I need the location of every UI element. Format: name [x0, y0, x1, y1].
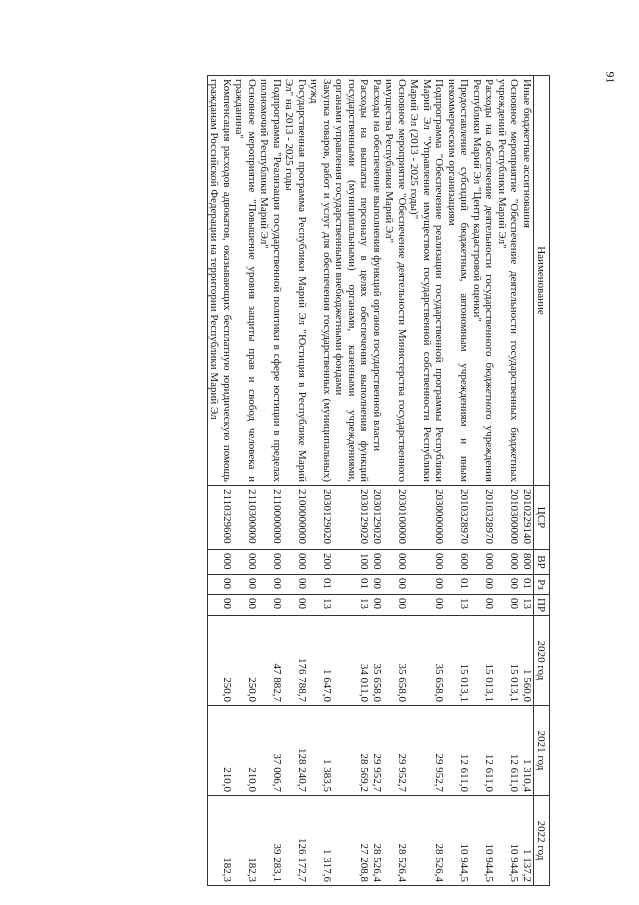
row-name: Основное мероприятие "Повышение уровня защиты прав и свобод человека и гражданина": [233, 76, 258, 486]
row-2022: 182,3: [233, 796, 258, 886]
row-name: Компенсация расходов адвокатов, оказывающих бесплатную юридическую помощь гражданам Российской Федерации на территории Республики Марий Эл: [208, 76, 234, 486]
row-name: Подпрограмма "Реализация государственной политики в сфере юстиции в пределах полномочий Республики Марий Эл": [258, 76, 283, 486]
col-header-name: Наименование: [534, 76, 550, 486]
row-pr: 00: [471, 595, 496, 616]
row-rz: 01: [446, 575, 471, 595]
row-csr: 2110300000: [233, 486, 258, 550]
row-2021: 12 611,0: [496, 706, 521, 796]
table-row: [333, 76, 371, 886]
table-row: [383, 76, 408, 886]
row-2020: 35 658,0: [371, 616, 384, 706]
table-row: [308, 76, 333, 886]
row-2022: 28 526,4: [371, 796, 384, 886]
row-vr: 800: [521, 550, 534, 575]
row-vr: 600: [446, 550, 471, 575]
row-vr: 000: [408, 550, 446, 575]
row-2021: 128 240,7: [283, 706, 308, 796]
row-2022: 28 526,4: [383, 796, 408, 886]
row-csr: 2010300000: [496, 486, 521, 550]
row-pr: 13: [308, 595, 333, 616]
row-2021: 29 952,7: [408, 706, 446, 796]
row-rz: 01: [521, 575, 534, 595]
row-vr: 200: [308, 550, 333, 575]
row-csr: 2110329600: [208, 486, 234, 550]
row-pr: 13: [333, 595, 371, 616]
row-2022: 1 317,6: [308, 796, 333, 886]
row-2020: 176 788,7: [283, 616, 308, 706]
row-csr: 2110000000: [258, 486, 283, 550]
row-name: Государственная программа Республики Марий Эл "Юстиция в Республике Марий Эл" на 2013 - 2025 годы: [283, 76, 308, 486]
row-vr: 000: [208, 550, 234, 575]
row-rz: 00: [383, 575, 408, 595]
row-name: Расходы на выплаты персоналу в целях обеспечения выполнения функций государственными (муниципальными) органами, казенными учреждениями, органами управления государственными внебюджетными фондами: [333, 76, 371, 486]
row-name: Расходы на обеспечение деятельности государственного бюджетного учреждения Республики Марий Эл "Центр кадастровой оценки": [471, 76, 496, 486]
row-2020: 1 560,0: [521, 616, 534, 706]
page-number: 91: [603, 71, 618, 84]
row-2022: 39 283,1: [258, 796, 283, 886]
row-pr: 00: [371, 595, 384, 616]
col-header-vr: ВР: [534, 550, 550, 575]
row-pr: 00: [383, 595, 408, 616]
table-row: [496, 76, 521, 886]
row-2020: 250,0: [233, 616, 258, 706]
row-2020: 15 013,1: [471, 616, 496, 706]
col-header-2020: 2020 год: [534, 616, 550, 706]
table-header-row: [534, 76, 550, 886]
row-2020: 15 013,1: [496, 616, 521, 706]
col-header-pr: ПР: [534, 595, 550, 616]
row-2022: 28 526,4: [408, 796, 446, 886]
row-pr: 13: [521, 595, 534, 616]
row-rz: 01: [308, 575, 333, 595]
row-pr: 00: [233, 595, 258, 616]
row-name: Основное мероприятие "Обеспечение деятельности Министерства государственного имущества Республики Марий Эл": [383, 76, 408, 486]
row-pr: 00: [208, 595, 234, 616]
row-vr: 000: [471, 550, 496, 575]
row-csr: 2100000000: [283, 486, 308, 550]
row-2022: 1 137,2: [521, 796, 534, 886]
row-2020: 15 013,1: [446, 616, 471, 706]
row-rz: 01: [333, 575, 371, 595]
row-csr: 2010328970: [446, 486, 471, 550]
row-vr: 000: [258, 550, 283, 575]
row-vr: 000: [383, 550, 408, 575]
row-2022: 126 172,7: [283, 796, 308, 886]
row-2021: 210,0: [208, 706, 234, 796]
row-2022: 10 944,5: [496, 796, 521, 886]
row-2021: 1 383,5: [308, 706, 333, 796]
row-pr: 13: [446, 595, 471, 616]
row-rz: 00: [408, 575, 446, 595]
row-rz: 00: [371, 575, 384, 595]
row-2022: 27 208,8: [333, 796, 371, 886]
row-name: Основное мероприятие "Обеспечение деятельности государственных бюджетных учреждений Республики Марий Эл": [496, 76, 521, 486]
row-2020: 35 658,0: [408, 616, 446, 706]
table-row: [446, 76, 471, 886]
table-row: [471, 76, 496, 886]
row-vr: 000: [283, 550, 308, 575]
row-2021: 210,0: [233, 706, 258, 796]
row-2022: 10 944,5: [471, 796, 496, 886]
row-vr: 100: [333, 550, 371, 575]
table-row: [283, 76, 308, 886]
col-header-2021: 2021 год: [534, 706, 550, 796]
row-name: Расходы на обеспечение выполнения функций органов государственной власти: [371, 76, 384, 486]
row-rz: 00: [233, 575, 258, 595]
row-csr: 2030000000: [408, 486, 446, 550]
row-pr: 00: [283, 595, 308, 616]
row-2021: 28 569,2: [333, 706, 371, 796]
row-name: Подпрограмма "Обеспечение реализации государственной программы Республики Марий Эл "Управление имуществом государственной собственности Республики Марий Эл (2013 - 2025 годы)": [408, 76, 446, 486]
table-row: [208, 76, 234, 886]
row-2021: 1 310,4: [521, 706, 534, 796]
row-2020: 34 011,0: [333, 616, 371, 706]
budget-table: [207, 75, 550, 886]
table-row: [258, 76, 283, 886]
row-2021: 37 006,7: [258, 706, 283, 796]
row-name: Закупка товаров, работ и услуг для обеспечения государственных (муниципальных) нужд: [308, 76, 333, 486]
table-row: [521, 76, 534, 886]
row-vr: 000: [371, 550, 384, 575]
row-vr: 000: [233, 550, 258, 575]
row-2020: 250,0: [208, 616, 234, 706]
row-csr: 2010229140: [521, 486, 534, 550]
row-2020: 47 882,7: [258, 616, 283, 706]
table-row: [371, 76, 384, 886]
budget-table-page: [80, 75, 550, 885]
row-csr: 2030129020: [371, 486, 384, 550]
row-rz: 00: [471, 575, 496, 595]
row-2021: 12 611,0: [446, 706, 471, 796]
row-csr: 2030129020: [308, 486, 333, 550]
table-row: [233, 76, 258, 886]
row-2020: 35 658,0: [383, 616, 408, 706]
row-vr: 000: [496, 550, 521, 575]
col-header-rz: Рз: [534, 575, 550, 595]
row-name: Иные бюджетные ассигнования: [521, 76, 534, 486]
row-name: Предоставление субсидий бюджетным, автономным учреждениям и иным некоммерческим организациям: [446, 76, 471, 486]
row-pr: 00: [496, 595, 521, 616]
row-2022: 10 944,5: [446, 796, 471, 886]
col-header-2022: 2022 год: [534, 796, 550, 886]
row-rz: 00: [258, 575, 283, 595]
row-2022: 182,3: [208, 796, 234, 886]
row-2020: 1 647,0: [308, 616, 333, 706]
row-2021: 29 952,7: [371, 706, 384, 796]
row-pr: 00: [258, 595, 283, 616]
row-pr: 00: [408, 595, 446, 616]
row-rz: 00: [283, 575, 308, 595]
row-rz: 00: [496, 575, 521, 595]
row-csr: 2030100000: [383, 486, 408, 550]
table-row: [408, 76, 446, 886]
row-2021: 12 611,0: [471, 706, 496, 796]
row-2021: 29 952,7: [383, 706, 408, 796]
col-header-csr: ЦСР: [534, 486, 550, 550]
row-csr: 2030129020: [333, 486, 371, 550]
row-csr: 2010328970: [471, 486, 496, 550]
row-rz: 00: [208, 575, 234, 595]
